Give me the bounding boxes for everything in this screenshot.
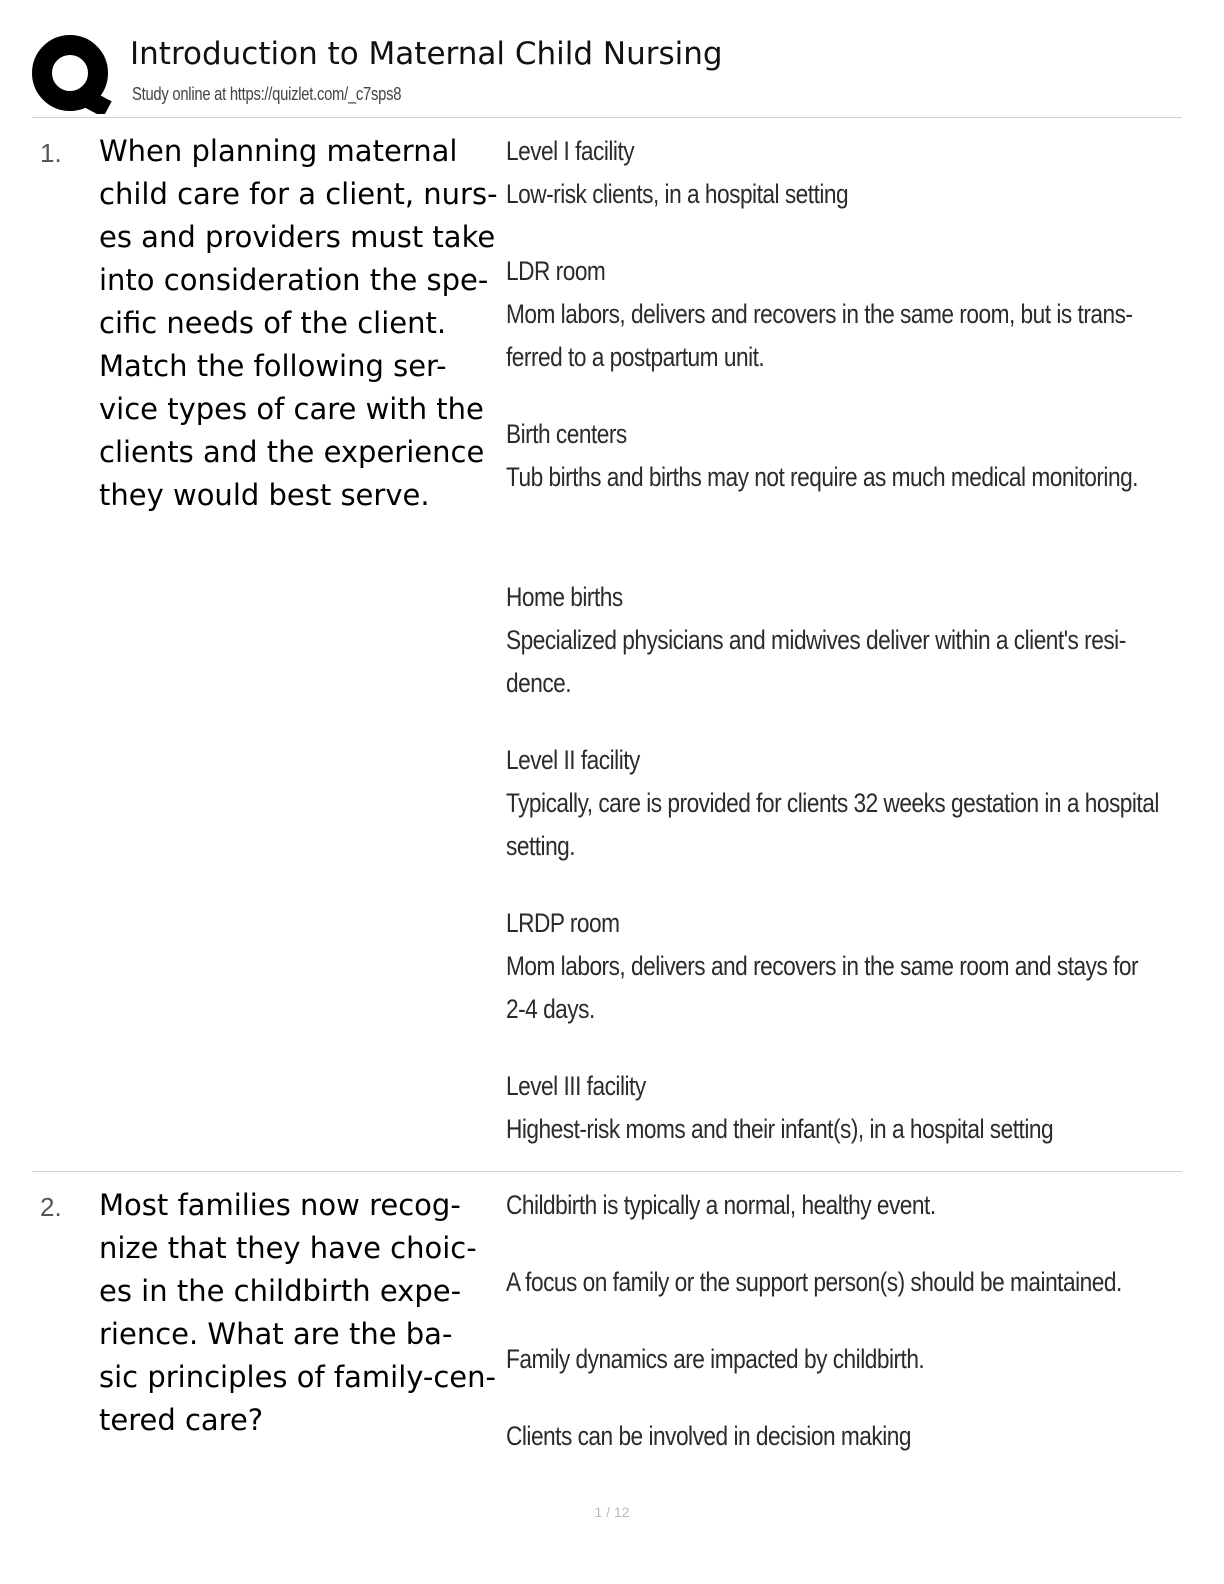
term-line: es and providers must take [99,220,496,254]
definition-line: Low-risk clients, in a hospital setting [506,179,849,209]
term-line: into consideration the spe- [99,263,489,297]
card-number: 1. [40,138,62,168]
definition-line: Tub births and births may not require as much medical monitoring. [506,462,1138,492]
definition-line: Clients can be involved in decision making [506,1421,911,1451]
term-line: tered care? [99,1403,264,1437]
definition-line: ferred to a postpartum unit. [506,342,765,372]
definition-line [506,542,1077,576]
term-line: nize that they have choic- [99,1231,477,1265]
definition-line: A focus on family or the support person(s) should be maintained. [506,1267,1122,1297]
definition-line: Home births [506,582,623,612]
definition-line [506,379,1077,413]
definition-line: Specialized physicians and midwives deliver within a client's resi- [506,625,1126,655]
definition-line [506,705,1077,739]
definition-line: Level III facility [506,1071,646,1101]
study-online-link-text[interactable]: Study online at https://quizlet.com/_c7sps8 [132,84,402,104]
term-line: clients and the experience [99,435,485,469]
term-line: cific needs of the client. [99,306,447,340]
term-line: Match the following ser- [99,349,447,383]
card-definition [506,1184,1186,1458]
definition-line: LRDP room [506,908,620,938]
definition-line: Family dynamics are impacted by childbirth. [506,1344,925,1374]
term-line: sic principles of family-cen- [99,1360,496,1394]
card-term [99,130,499,517]
card-term [99,1184,499,1442]
page-indicator: 1 / 12 [594,1504,630,1520]
definition-line: Mom labors, delivers and recovers in the same room, but is trans- [506,299,1133,329]
term-line: Most families now recog- [99,1188,461,1222]
term-line: they would best serve. [99,478,430,512]
term-line: vice types of care with the [99,392,484,426]
page-title: Introduction to Maternal Child Nursing [130,36,723,72]
definition-line: LDR room [506,256,606,286]
definition-line [506,499,1077,542]
definition-line: dence. [506,668,572,698]
definition-line: Childbirth is typically a normal, healthy event. [506,1190,936,1220]
definition-line: 2-4 days. [506,994,595,1024]
definition-line [506,1031,1077,1065]
definition-line: Level I facility [506,136,635,166]
header [32,30,1182,118]
card-divider [32,1171,1182,1172]
header-divider [32,117,1182,118]
definition-line [506,216,1077,250]
definition-line: setting. [506,831,576,861]
card-number: 2. [40,1192,62,1222]
term-line: rience. What are the ba- [99,1317,453,1351]
definition-line [506,1304,1077,1338]
quizlet-q-logo-icon [32,34,112,114]
definition-line: Birth centers [506,419,627,449]
term-line: When planning maternal [99,134,458,168]
term-line: child care for a client, nurs- [99,177,498,211]
term-line: es in the childbirth expe- [99,1274,462,1308]
definition-line [506,868,1077,902]
card-definition [506,130,1186,1151]
definition-line: Mom labors, delivers and recovers in the same room and stays for [506,951,1139,981]
definition-line: Highest-risk moms and their infant(s), in a hospital setting [506,1114,1054,1144]
definition-line: Level II facility [506,745,640,775]
definition-line [506,1381,1077,1415]
definition-line: Typically, care is provided for clients 32 weeks gestation in a hospital [506,788,1159,818]
definition-line [506,1227,1077,1261]
